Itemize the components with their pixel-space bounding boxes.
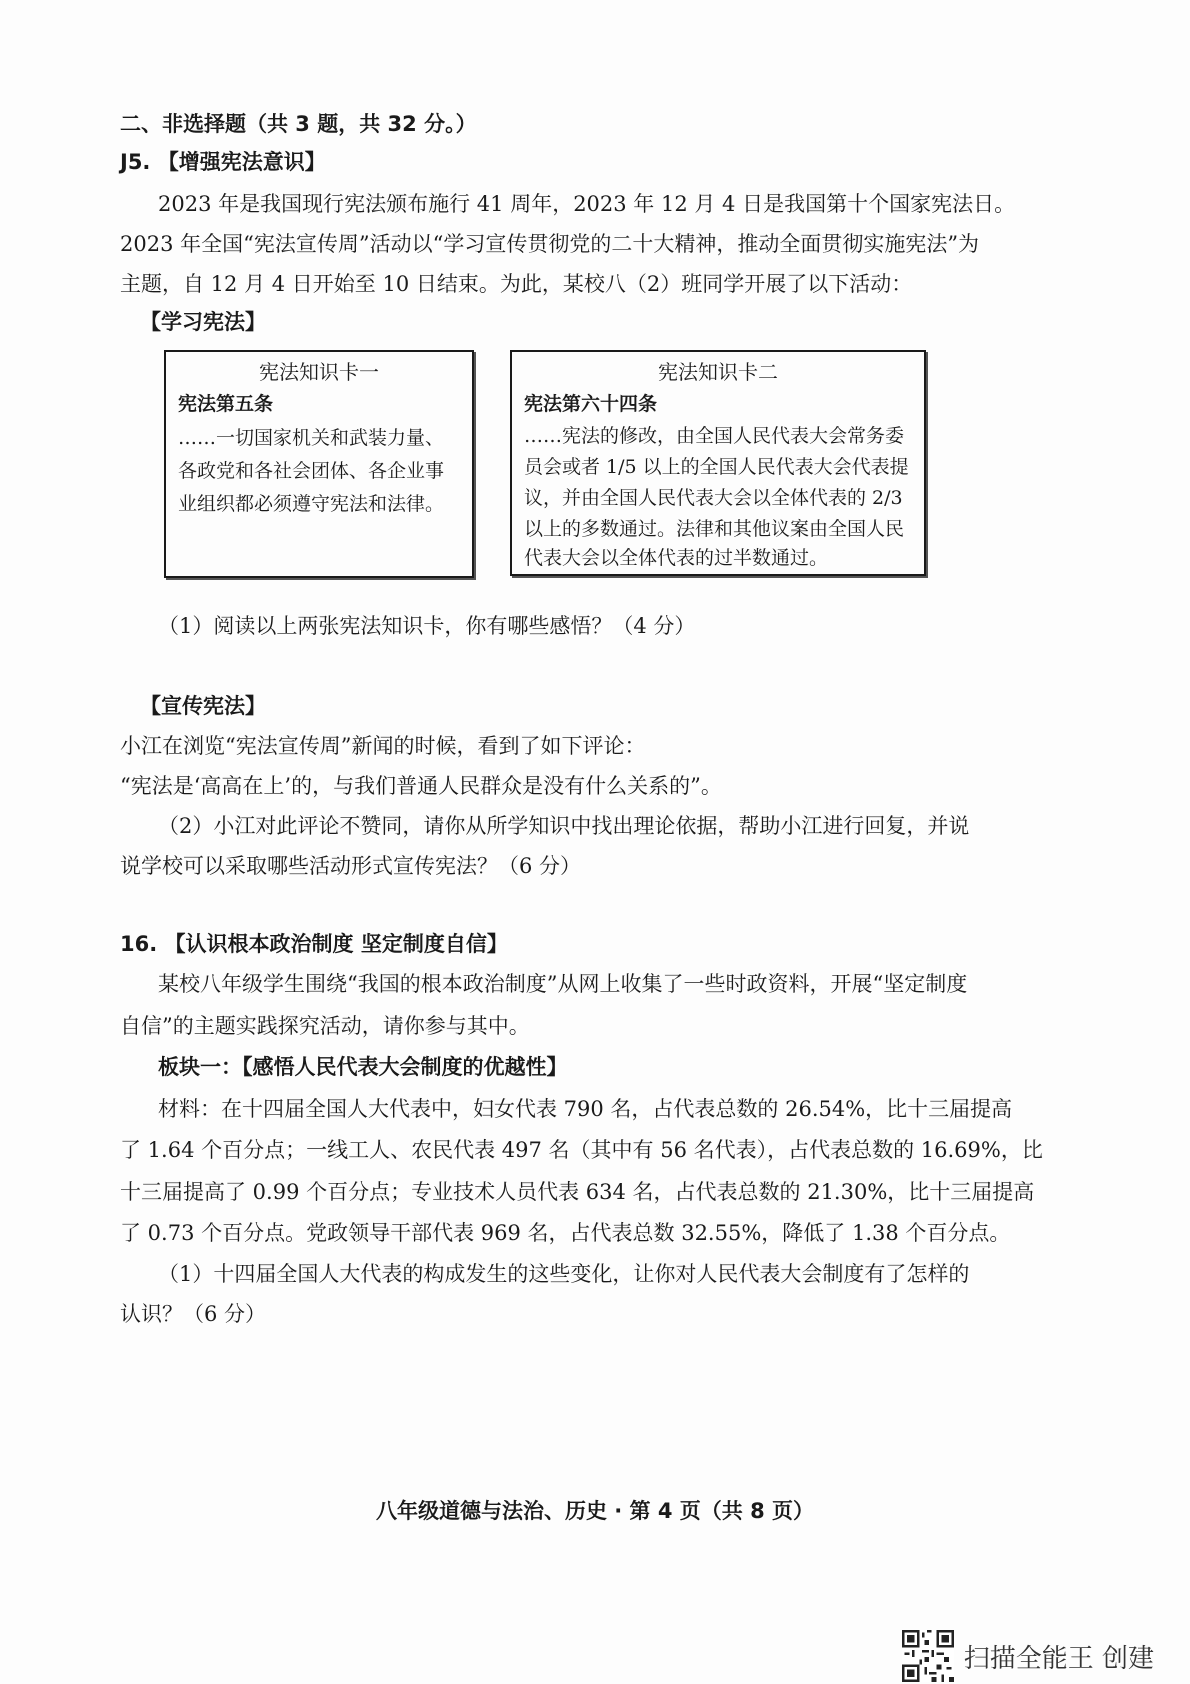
section-header: 二、非选择题（共 3 题，共 32 分。） <box>120 112 477 136</box>
q15-question-2: 说学校可以采取哪些活动形式宣传宪法？（6 分） <box>120 854 582 878</box>
knowledge-card-2 <box>510 350 926 576</box>
watermark-text: 扫描全能王 创建 <box>963 1643 1154 1674</box>
q16-material: 了 0.73 个百分点。党政领导干部代表 969 名，占代表总数 32.55%，降低了 1.38 个百分点。 <box>120 1221 1011 1245</box>
q15-sub-learn: 【学习宪法】 <box>140 310 266 334</box>
card-title: 宪法知识卡二 <box>658 360 778 384</box>
q16-question-1: （1）十四届全国人大代表的构成发生的这些变化，让你对人民代表大会制度有了怎样的 <box>158 1262 970 1286</box>
card-line: 各政党和各社会团体、各企业事 <box>178 460 445 482</box>
card-heading: 宪法第五条 <box>178 393 274 415</box>
q16-block-1: 板块一：【感悟人民代表大会制度的优越性】 <box>158 1055 568 1079</box>
card-line: 员会或者 1/5 以上的全国人民代表大会代表提 <box>524 456 909 478</box>
q16-intro-line: 某校八年级学生围绕“我国的根本政治制度”从网上收集了一些时政资料，开展“坚定制度 <box>158 972 968 996</box>
q16-material: 十三届提高了 0.99 个百分点；专业技术人员代表 634 名，占代表总数的 21.30%，比十三届提高 <box>120 1180 1035 1204</box>
knowledge-card-1 <box>164 350 474 578</box>
q15-para: 小江在浏览“宪法宣传周”新闻的时候，看到了如下评论： <box>120 734 646 758</box>
q16-intro-line: 自信”的主题实践探究活动，请你参与其中。 <box>120 1014 530 1038</box>
q15-para: “宪法是‘高高在上’的，与我们普通人民群众是没有什么关系的”。 <box>120 774 722 798</box>
card-heading: 宪法第六十四条 <box>524 393 658 415</box>
card-line: ……一切国家机关和武装力量、 <box>178 427 445 449</box>
card-line: 业组织都必须遵守宪法和法律。 <box>178 493 445 515</box>
card-line: ……宪法的修改，由全国人民代表大会常务委 <box>524 425 905 447</box>
scanner-watermark <box>902 1630 1154 1682</box>
card-line: 以上的多数通过。法律和其他议案由全国人民 <box>524 518 905 540</box>
q16-material: 了 1.64 个百分点；一线工人、农民代表 497 名（其中有 56 名代表），占代表总数的 16.69%，比 <box>120 1138 1043 1162</box>
qr-code-icon <box>902 1630 954 1682</box>
card-line: 代表大会以全体代表的过半数通过。 <box>524 547 829 569</box>
page-footer: 八年级道德与法治、历史 · 第 4 页（共 8 页） <box>375 1499 815 1523</box>
q15-intro-line: 2023 年是我国现行宪法颁布施行 41 周年，2023 年 12 月 4 日是我国第十个国家宪法日。 <box>158 192 1016 216</box>
q15-title: J5. 【增强宪法意识】 <box>120 150 326 174</box>
card-line: 议，并由全国人民代表大会以全体代表的 2/3 <box>524 487 903 509</box>
q15-intro-line: 2023 年全国“宪法宣传周”活动以“学习宣传贯彻党的二十大精神，推动全面贯彻实施宪法”为 <box>120 232 980 256</box>
q15-question-1: （1）阅读以上两张宪法知识卡，你有哪些感悟？（4 分） <box>158 614 696 638</box>
q15-question-2: （2）小江对此评论不赞同，请你从所学知识中找出理论依据，帮助小江进行回复，并说 <box>158 814 970 838</box>
q16-question-1: 认识？（6 分） <box>120 1302 267 1326</box>
q15-intro-line: 主题，自 12 月 4 日开始至 10 日结束。为此，某校八（2）班同学开展了以下活动： <box>120 272 913 296</box>
card-title: 宪法知识卡一 <box>259 360 379 384</box>
q16-material: 材料：在十四届全国人大代表中，妇女代表 790 名，占代表总数的 26.54%，比十三届提高 <box>158 1097 1013 1121</box>
q15-sub-promote: 【宣传宪法】 <box>140 694 266 718</box>
q16-title: 16. 【认识根本政治制度 坚定制度自信】 <box>120 932 508 956</box>
